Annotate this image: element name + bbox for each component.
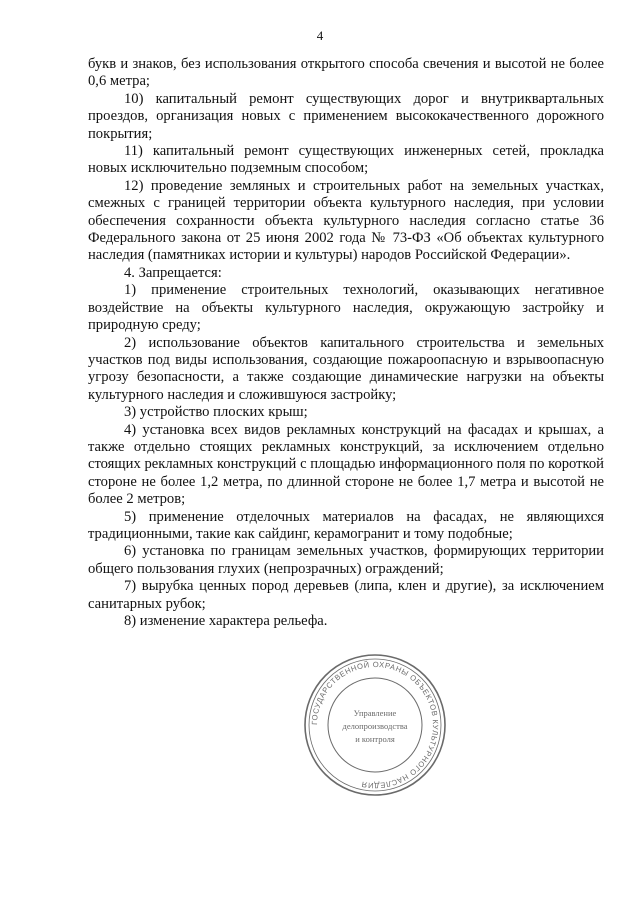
paragraph: 11) капитальный ремонт существующих инженерных сетей, прокладка новых исключительно подземным способом; <box>88 143 604 177</box>
paragraph: 1) применение строительных технологий, оказывающих негативное воздействие на объекты культурного наследия, окружающую застройку и природную среду; <box>88 282 604 334</box>
paragraph: 12) проведение земляных и строительных работ на земельных участках, смежных с границей территории объекта культурного наследия, при условии обеспечения сохранности объекта культурного наследия согласно статье 36 Федерального закона от 25 июня 2002 года № 73-ФЗ «Об объектах культурного наследия (памятниках истории и культуры) народов Российской Федерации». <box>88 177 604 264</box>
paragraph: 4) установка всех видов рекламных конструкций на фасадах и крышах, а также отдельно стоящих рекламных конструкций, за исключением отдельно стоящих рекламных конструкций с площадью информационного поля по короткой стороне не более 1,2 метра, по длинной стороне не более 1,7 метра и высотой не более 2 метров; <box>88 421 604 508</box>
stamp-line-1: Управление <box>353 708 397 718</box>
paragraph: 3) устройство плоских крыш; <box>124 404 308 421</box>
paragraph: букв и знаков, без использования открытого способа свечения и высотой не более 0,6 метра; <box>88 56 604 90</box>
official-stamp <box>300 650 450 800</box>
document-body <box>88 56 604 630</box>
stamp-line-2: делопроизводства <box>342 721 408 731</box>
paragraph: 6) установка по границам земельных участков, формирующих территории общего пользования глухих (непрозрачных) ограждений; <box>88 543 604 577</box>
paragraph: 7) вырубка ценных пород деревьев (липа, клен и другие), за исключением санитарных рубок; <box>88 578 604 612</box>
stamp-line-3: и контроля <box>355 734 395 744</box>
paragraph: 2) использование объектов капитального строительства и земельных участков под виды использования, создающие пожароопасную и взрывоопасную угрозу безопасности, а также создающие динамические нагрузки на объекты культурного наследия и сложившуюся застройку; <box>88 334 604 403</box>
paragraph: 8) изменение характера рельефа. <box>124 613 328 629</box>
stamp-ring-textpath: ГОСУДАРСТВЕННОЙ ОХРАНЫ ОБЪЕКТОВ КУЛЬТУРНОГО НАСЛЕДИЯ <box>309 659 441 791</box>
paragraph: 4. Запрещается: <box>124 264 222 281</box>
page-number: 4 <box>316 28 324 43</box>
paragraph: 10) капитальный ремонт существующих дорог и внутриквартальных проездов, организация новых с применением высококачественного дорожного покрытия; <box>88 90 604 142</box>
paragraph: 5) применение отделочных материалов на фасадах, не являющихся традиционными, такие как сайдинг, керамогранит и тому подобные; <box>88 508 604 542</box>
